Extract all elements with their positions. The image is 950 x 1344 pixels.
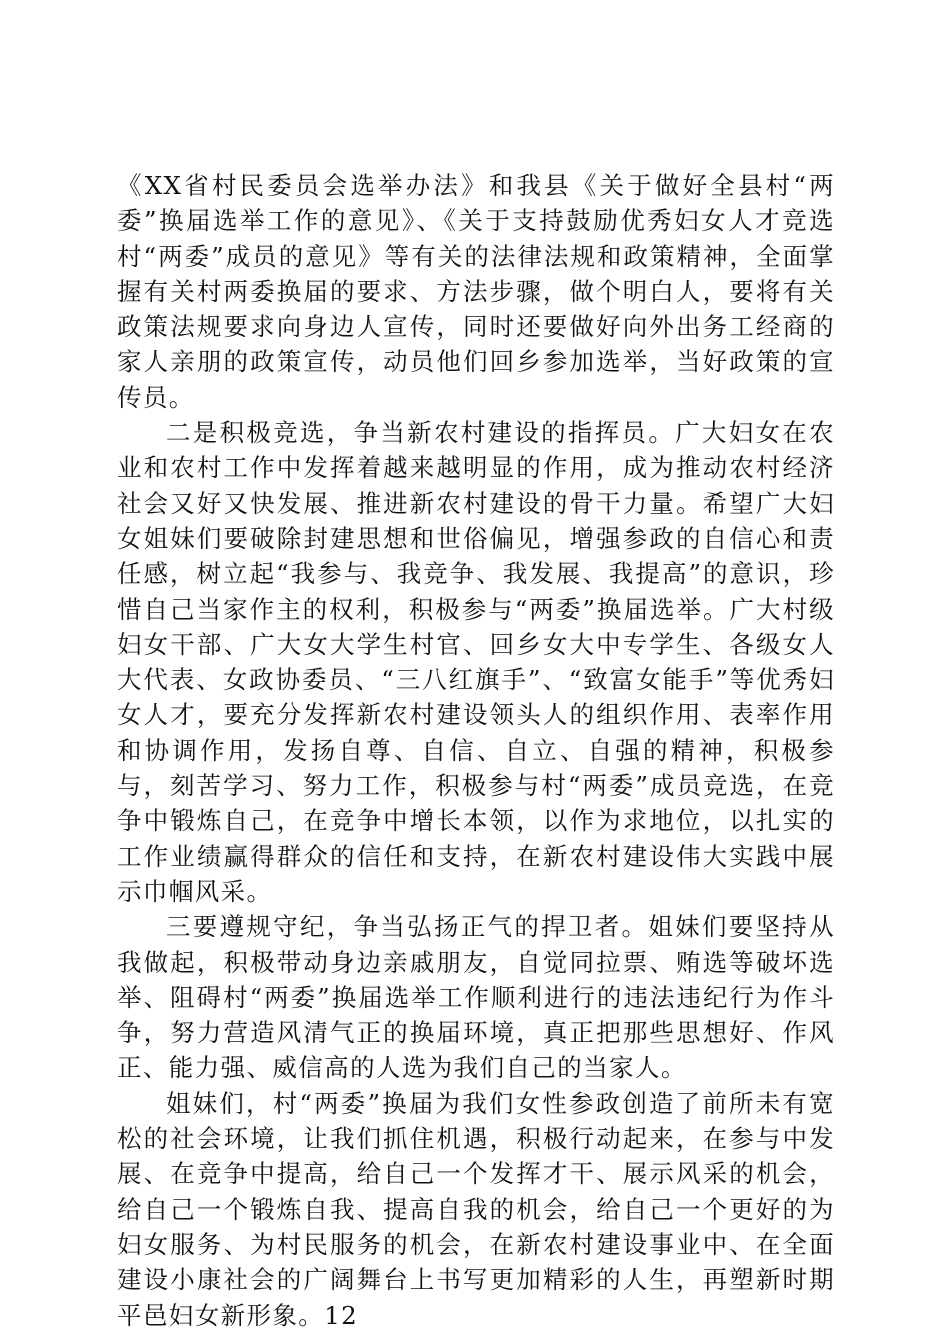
document-body <box>117 168 835 1333</box>
paragraph-3: 三要遵规守纪，争当弘扬正气的捍卫者。姐妹们要坚持从我做起，积极带动身边亲戚朋友，自觉同拉票、贿选等破坏选举、阻碍村“两委”换届选举工作顺利进行的违法违纪行为作斗争，努力营造风清气正的换届环境，真正把那些思想好、作风正、能力强、威信高的人选为我们自己的当家人。 <box>117 912 835 1083</box>
paragraph-2: 二是积极竞选，争当新农村建设的指挥员。广大妇女在农业和农村工作中发挥着越来越明显的作用，成为推动农村经济社会又好又快发展、推进新农村建设的骨干力量。希望广大妇女姐妹们要破除封建思想和世俗偏见，增强参政的自信心和责任感，树立起“我参与、我竞争、我发展、我提高”的意识，珍惜自己当家作主的权利，积极参与“两委”换届选举。广大村级妇女干部、广大女大学生村官、回乡女大中专学生、各级女人大代表、女政协委员、“三八红旗手”、“致富女能手”等优秀妇女人才，要充分发挥新农村建设领头人的组织作用、表率作用和协调作用，发扬自尊、自信、自立、自强的精神，积极参与，刻苦学习、努力工作，积极参与村“两委”成员竞选，在竞争中锻炼自己，在竞争中增长本领，以作为求地位，以扎实的工作业绩赢得群众的信任和支持，在新农村建设伟大实践中展示巾帼风采。 <box>117 418 835 906</box>
paragraph-4: 姐妹们，村“两委”换届为我们女性参政创造了前所未有宽松的社会环境，让我们抓住机遇，积极行动起来，在参与中发展、在竞争中提高，给自己一个发挥才干、展示风采的机会，给自己一个锻炼自我、提高自我的机会，给自己一个更好的为妇女服务、为村民服务的机会，在新农村建设事业中、在全面建设小康社会的广阔舞台上书写更加精彩的人生，再塑新时期平邑妇女新形象。12 <box>117 1088 835 1330</box>
paragraph-1: 《XX省村民委员会选举办法》和我县《关于做好全县村“两委”换届选举工作的意见》、《关于支持鼓励优秀妇女人才竞选村“两委”成员的意见》等有关的法律法规和政策精神，全面掌握有关村两委换届的要求、方法步骤，做个明白人，要将有关政策法规要求向身边人宣传，同时还要做好向外出务工经商的家人亲朋的政策宣传，动员他们回乡参加选举，当好政策的宣传员。 <box>117 171 835 412</box>
